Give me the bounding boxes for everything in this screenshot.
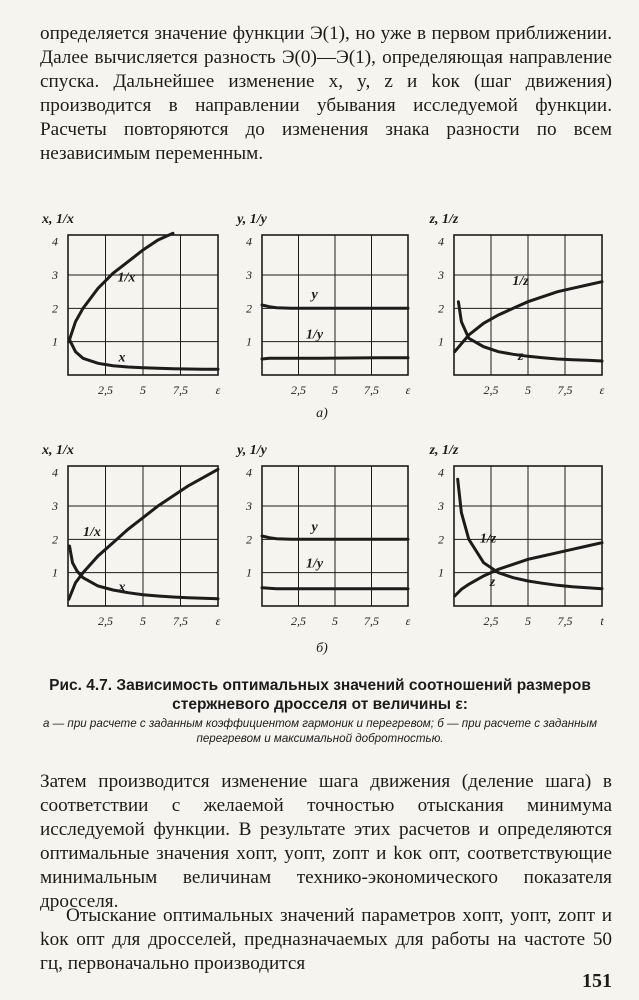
y-tick-label: 3 <box>52 499 58 513</box>
y-tick-label: 3 <box>52 268 58 282</box>
bottom-paragraph-2: Отыскание оптимальных значений параметров xопт, yопт, zопт и kок опт для дросселей, предназначаемых для работы на частоте 50 гц, первоначально производится <box>40 905 612 974</box>
figure-4-7 <box>0 190 639 670</box>
y-axis-label: x, 1/x <box>42 212 74 227</box>
bottom-paragraph-1: Затем производится изменение шага движения (деление шага) в соответствии с желаемой точностью отыскания минимума исследуемой функции. В результате этих расчетов и определяются оптимальные значения xопт, yопт, zопт и kок опт, соответствующие минимальным величинам технико-экономического показателя дросселя. <box>40 771 612 912</box>
y-tick-label: 1 <box>438 334 444 349</box>
curve-label: 1/z <box>512 274 529 289</box>
curve-label: 1/y <box>306 556 324 572</box>
y-axis-label: y, 1/y <box>237 212 267 227</box>
y-axis-label: z, 1/z <box>429 212 459 227</box>
y-tick-label: 2 <box>246 301 252 316</box>
x-tick-label: 5 <box>332 614 338 628</box>
x-tick-label: 5 <box>140 383 146 397</box>
x-tick-label: 2,5 <box>291 383 306 397</box>
y-tick-label: 1 <box>246 334 252 349</box>
curve-label: z <box>517 349 524 364</box>
y-tick-label: 3 <box>246 499 252 513</box>
figure-caption-note: а — при расчете с заданным коэффициентом гармоник и перегревом; б — при расчете с заданным перегревом и максимальной добротностью. <box>42 717 598 745</box>
x-tick-label: 2,5 <box>98 383 113 397</box>
y-tick-label: 3 <box>438 268 444 282</box>
y-tick-label: 1 <box>52 334 58 349</box>
chart-b-x <box>41 443 221 628</box>
y-tick-label: 2 <box>246 532 252 547</box>
y-axis-label: z, 1/z <box>429 443 459 458</box>
top-paragraph: определяется значение функции Э(1), но уже в первом приближении. Далее вычисляется разность Э(0)—Э(1), определяющая направление спуска. Дальнейшее изменение x, y, z и kок (шаг движения) производится в направлении убывания исследуемой функции. Расчеты повторяются до изменения знака разности по всем независимым переменным. <box>40 23 612 164</box>
curve-label: 1/x <box>117 270 136 286</box>
curve-label: y <box>311 520 318 535</box>
series-1-over-y <box>262 358 408 359</box>
y-tick-label: 2 <box>438 301 444 316</box>
x-tick-label: ε <box>215 614 221 628</box>
x-tick-label: 7,5 <box>557 614 573 628</box>
x-tick-label: 7,5 <box>364 614 379 628</box>
x-tick-label: ε <box>215 383 221 397</box>
y-tick-label: 2 <box>52 532 58 547</box>
y-axis-label: y, 1/y <box>237 443 267 458</box>
x-tick-label: ε <box>599 383 605 397</box>
curve-label: x <box>118 350 126 366</box>
y-tick-label: 4 <box>52 234 58 249</box>
curve-label: 1/y <box>306 327 324 343</box>
y-tick-label: 4 <box>246 465 252 480</box>
row-label-b: б) <box>316 641 328 656</box>
x-tick-label: 5 <box>332 383 338 397</box>
y-tick-label: 3 <box>246 268 252 282</box>
x-tick-label: 2,5 <box>291 614 306 628</box>
page-number: 151 <box>582 970 612 992</box>
chart-a-z <box>429 212 605 397</box>
x-tick-label: 7,5 <box>557 383 573 397</box>
y-tick-label: 2 <box>438 532 444 547</box>
x-tick-label: 7,5 <box>173 614 188 628</box>
y-tick-label: 4 <box>438 234 444 249</box>
chart-b-z <box>429 443 605 628</box>
y-tick-label: 3 <box>438 499 444 513</box>
x-tick-label: ε <box>405 383 411 397</box>
figure-caption-title: Рис. 4.7. Зависимость оптимальных значений соотношений размеров стержневого дросселя от величины ε: <box>49 677 591 713</box>
x-tick-label: 2,5 <box>483 614 499 628</box>
x-tick-label: 5 <box>525 614 531 628</box>
x-tick-label: 7,5 <box>364 383 379 397</box>
chart-b-y <box>235 443 411 628</box>
y-tick-label: 1 <box>438 565 444 580</box>
curve-label: 1/z <box>479 531 497 547</box>
y-tick-label: 1 <box>52 565 58 580</box>
curve-label: y <box>311 287 318 303</box>
x-tick-label: t <box>600 614 604 628</box>
x-tick-label: 2,5 <box>98 614 113 628</box>
x-tick-label: ε <box>405 614 411 628</box>
row-label-a: а) <box>316 406 328 421</box>
y-tick-label: 4 <box>246 234 252 249</box>
x-tick-label: 7,5 <box>173 383 188 397</box>
x-tick-label: 5 <box>525 383 531 397</box>
curve-label: 1/x <box>83 525 101 540</box>
chart-a-y <box>235 212 411 397</box>
y-tick-label: 1 <box>246 565 252 580</box>
y-axis-label: x, 1/x <box>42 443 74 458</box>
curve-label: z <box>489 575 496 590</box>
x-tick-label: 2,5 <box>483 383 499 397</box>
y-tick-label: 4 <box>438 465 444 480</box>
x-tick-label: 5 <box>140 614 146 628</box>
curve-label: x <box>118 580 126 595</box>
series-1-over-y <box>262 588 408 589</box>
y-tick-label: 2 <box>52 301 58 316</box>
series-z <box>458 302 602 361</box>
series-1-over-x <box>69 233 173 341</box>
chart-a-x <box>41 212 221 397</box>
y-tick-label: 4 <box>52 465 58 480</box>
